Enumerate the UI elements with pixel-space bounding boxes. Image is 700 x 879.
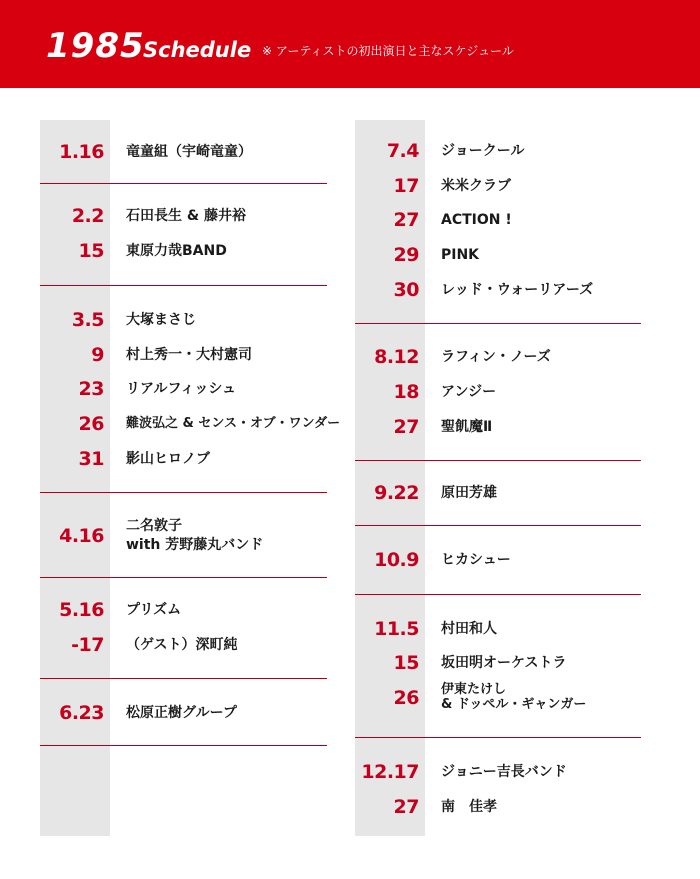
entry-date: 2.2 — [71, 205, 104, 227]
divider — [40, 745, 327, 746]
schedule-entry — [355, 479, 641, 507]
month-group-july — [355, 120, 641, 324]
entry-date: 9.22 — [374, 482, 419, 504]
entry-artist — [441, 682, 586, 710]
month-group-september — [355, 461, 641, 526]
month-group-august — [355, 324, 641, 461]
entry-date: 15 — [78, 240, 104, 262]
entry-artist: 竜童組（宇崎竜童） — [126, 144, 252, 160]
schedule-entry — [355, 546, 641, 574]
entry-artist: プリズム — [126, 602, 182, 618]
entry-date: 31 — [78, 448, 104, 470]
schedule-entry — [40, 410, 341, 438]
entry-artist — [126, 517, 264, 553]
entry-artist: ラフィン・ノーズ — [441, 349, 551, 365]
schedule-entry — [355, 172, 641, 200]
entry-date: 26 — [78, 413, 104, 435]
entry-artist: 村上秀一・大村憲司 — [126, 347, 252, 363]
schedule-entry — [40, 341, 327, 369]
schedule-entry — [355, 649, 641, 677]
entry-artist: アンジー — [441, 384, 497, 400]
schedule-entry — [40, 237, 327, 265]
schedule-entry — [40, 699, 327, 727]
entry-date: 27 — [393, 209, 419, 231]
entry-artist: ジョニー吉長バンド — [441, 764, 567, 780]
entry-artist-line: 伊東たけし — [441, 682, 507, 697]
schedule-entry — [355, 413, 641, 441]
entry-date: 18 — [393, 381, 419, 403]
schedule-entry — [40, 375, 327, 403]
schedule-entry — [355, 137, 641, 165]
entry-date: 6.23 — [59, 702, 104, 724]
month-group-february — [40, 184, 327, 286]
entry-artist: 村田和人 — [441, 621, 497, 637]
entry-artist: 米米クラブ — [441, 178, 511, 194]
entry-artist: 坂田明オーケストラ — [441, 655, 567, 671]
entry-artist: レッド・ウォーリアーズ — [441, 282, 594, 298]
month-group-january — [40, 120, 327, 184]
header-title: Schedule — [143, 38, 252, 62]
entry-artist-line: 二名敦子 — [126, 518, 182, 534]
schedule-column-right — [355, 120, 641, 836]
schedule-entry — [355, 615, 641, 643]
entry-artist: 南 佳孝 — [441, 799, 497, 815]
schedule-entry — [355, 758, 641, 786]
entry-date: 3.5 — [71, 309, 104, 331]
entry-artist-line: with 芳野藤丸バンド — [126, 537, 264, 553]
entry-date: 12.17 — [361, 761, 419, 783]
entry-artist: 原田芳雄 — [441, 485, 497, 501]
entry-date: 9 — [91, 344, 104, 366]
schedule-entry — [355, 378, 641, 406]
page-header — [0, 0, 700, 88]
entry-artist: ジョークール — [441, 143, 525, 159]
entry-artist: 石田長生 & 藤井裕 — [126, 208, 246, 224]
month-group-april — [40, 493, 327, 578]
schedule-entry — [40, 596, 327, 624]
month-group-november — [355, 595, 641, 738]
entry-artist: 松原正樹グループ — [126, 705, 237, 721]
entry-date: 7.4 — [386, 140, 419, 162]
schedule-column-left — [40, 120, 341, 836]
entry-artist-line: & ドッペル・ギャンガー — [441, 697, 587, 712]
schedule-entry — [40, 631, 327, 659]
entry-date: 1.16 — [59, 141, 104, 163]
schedule-entry — [355, 241, 641, 269]
entry-date: 15 — [393, 652, 419, 674]
entry-artist: リアルフィッシュ — [126, 381, 237, 397]
entry-artist: 影山ヒロノブ — [126, 451, 210, 467]
entry-date: 4.16 — [59, 525, 104, 547]
month-group-may — [40, 578, 327, 679]
entry-date: -17 — [71, 634, 104, 656]
schedule-entry — [40, 138, 327, 166]
month-group-june — [40, 679, 327, 746]
entry-date: 23 — [78, 378, 104, 400]
entry-date: 30 — [393, 279, 419, 301]
month-group-december — [355, 738, 641, 836]
entry-date: 5.16 — [59, 599, 104, 621]
entry-artist: 難波弘之 & センス・オブ・ワンダー — [126, 416, 341, 431]
entry-artist: PINK — [441, 247, 480, 263]
month-group-march — [40, 286, 341, 493]
schedule-entry — [40, 445, 327, 473]
schedule-entry — [40, 306, 327, 334]
schedule-entry — [40, 202, 327, 230]
entry-artist: 東原力哉BAND — [126, 243, 227, 259]
entry-date: 8.12 — [374, 346, 419, 368]
schedule-entry — [40, 518, 327, 553]
entry-date: 26 — [393, 687, 419, 709]
entry-artist: 大塚まさじ — [126, 312, 196, 328]
entry-date: 29 — [393, 244, 419, 266]
entry-date: 17 — [393, 175, 419, 197]
header-year: 1985 — [46, 26, 145, 66]
entry-artist: （ゲスト）深町純 — [126, 637, 238, 653]
entry-date: 11.5 — [374, 618, 419, 640]
schedule-entry — [355, 343, 641, 371]
schedule-entry — [355, 793, 641, 821]
entry-artist: 聖飢魔Ⅱ — [441, 419, 493, 435]
entry-artist: ヒカシュー — [441, 552, 511, 568]
month-group-october — [355, 526, 641, 595]
header-note: ※ アーティストの初出演日と主なスケジュール — [262, 44, 514, 58]
entry-date: 10.9 — [374, 549, 419, 571]
entry-date: 27 — [393, 416, 419, 438]
entry-artist: ACTION ! — [441, 212, 512, 228]
schedule-entry — [355, 206, 641, 234]
entry-date: 27 — [393, 796, 419, 818]
schedule-entry — [355, 276, 641, 304]
schedule-entry — [355, 684, 641, 712]
